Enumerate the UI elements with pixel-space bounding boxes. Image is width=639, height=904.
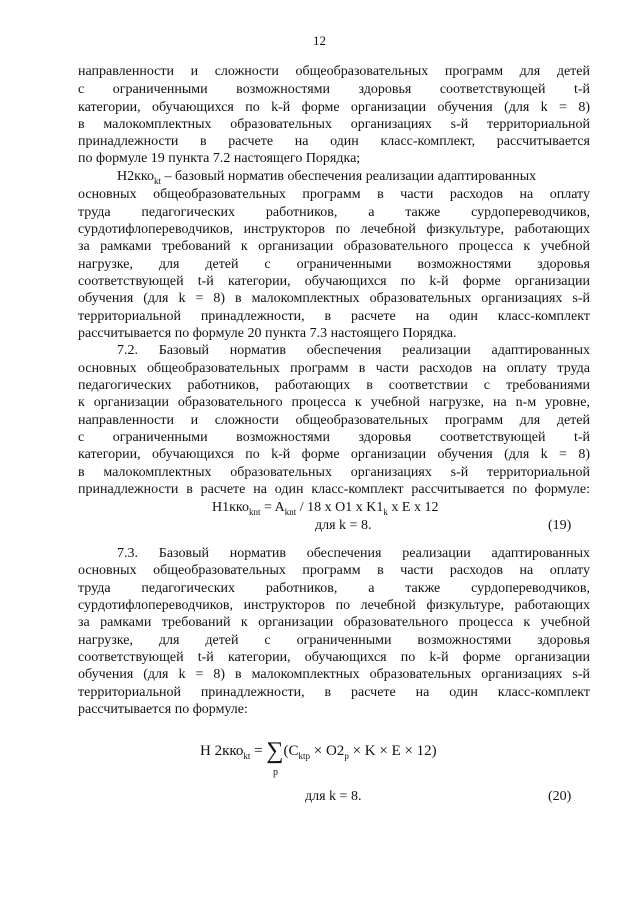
text-line: территориальной принадлежности, в расчете на один класс-комплект xyxy=(78,685,590,700)
text-line: к организации образовательного процесса к учебной нагрузке, на n-м уровне, xyxy=(78,395,590,410)
text-line: соответствующей t-й категории, обучающихся по k-й форме организации xyxy=(78,274,590,289)
h2-subscript: kt xyxy=(154,175,162,186)
text-line: в малокомплектных образовательных организациях s-й территориальной xyxy=(78,465,590,480)
text-line: категории, обучающихся по k-й форме организации обучения (для k = 8) xyxy=(78,447,590,462)
text-line: направленности и сложности общеобразовательных программ для детей xyxy=(78,413,590,428)
h2-symbol: H2кко xyxy=(117,169,155,184)
text-line: 7.2. Базовый норматив обеспечения реализации адаптированных xyxy=(117,343,590,358)
text-line: нагрузке, для детей с ограниченными возможностями здоровья xyxy=(78,257,590,272)
text-line: соответствующей t-й категории, обучающихся по k-й форме организации xyxy=(78,650,590,665)
text-line: нагрузке, для детей с ограниченными возможностями здоровья xyxy=(78,633,590,648)
formula-19-number: (19) xyxy=(548,518,572,533)
text-line: за рамками требований к организации образовательного процесса к учебной xyxy=(78,239,590,254)
h2-definition-text: – базовый норматив обеспечения реализации адаптированных xyxy=(161,169,537,184)
formula-20: H $2кко_{kt} = \sum(C_{ktp} \times O2_p \times K \times E \times 12)$ p xyxy=(200,738,437,778)
text-line: принадлежности в расчете на один класс-комплект рассчитывается по формуле: xyxy=(78,482,590,497)
text-line: основных общеобразовательных программ в части расходов на оплату xyxy=(78,563,590,578)
text-line: с ограниченными возможностями здоровья соответствующей t-й xyxy=(78,82,590,97)
text-line: обучения (для k = 8) в малокомплектных образовательных организациях s-й xyxy=(78,667,590,682)
text-line: принадлежности в расчете на один класс-комплект, рассчитывается xyxy=(78,134,590,149)
sum-index: p xyxy=(273,767,278,778)
sum-symbol: ∑ xyxy=(266,738,284,764)
text-line: с ограниченными возможностями здоровья соответствующей t-й xyxy=(78,430,590,445)
text-line: педагогических работников, работающих в соответствии с требованиями xyxy=(78,378,590,393)
text-line: труда педагогических работников, а также сурдопереводчиков, xyxy=(78,581,590,596)
text-line: рассчитывается по формуле: xyxy=(78,702,248,717)
text-line: в малокомплектных образовательных организациях s-й территориальной xyxy=(78,117,590,132)
formula-20-number: (20) xyxy=(548,789,572,804)
text-line: основных общеобразовательных программ в части расходов на оплату xyxy=(78,187,590,202)
text-line: сурдотифлопереводчиков, инструкторов по лечебной физкультуре, работающих xyxy=(78,598,590,613)
formula-19-condition: для k = 8. xyxy=(315,518,372,533)
text-line: направленности и сложности общеобразовательных программ для детей xyxy=(78,64,590,79)
formula-19: $H1кко_{knt} = A_{knt} / 18$ x O1 x $K1_k$ x E x 12 xyxy=(212,500,439,517)
text-line: по формуле 19 пункта 7.2 настоящего Порядка; xyxy=(78,151,361,166)
text-line: рассчитывается по формуле 20 пункта 7.3 настоящего Порядка. xyxy=(78,326,457,341)
h2-definition-line xyxy=(117,169,590,189)
text-line: обучения (для k = 8) в малокомплектных образовательных организациях s-й xyxy=(78,291,590,306)
formula-20-condition: для k = 8. xyxy=(305,789,362,804)
text-line: категории, обучающихся по k-й форме организации обучения (для k = 8) xyxy=(78,100,590,115)
text-line: 7.3. Базовый норматив обеспечения реализации адаптированных xyxy=(117,546,590,561)
page-number: 12 xyxy=(313,33,326,48)
text-line: сурдотифлопереводчиков, инструкторов по лечебной физкультуре, работающих xyxy=(78,222,590,237)
text-line: за рамками требований к организации образовательного процесса к учебной xyxy=(78,615,590,630)
text-line: труда педагогических работников, а также сурдопереводчиков, xyxy=(78,205,590,220)
text-line: территориальной принадлежности, в расчете на один класс-комплект xyxy=(78,309,590,324)
text-line: основных общеобразовательных программ в части расходов на оплату труда xyxy=(78,361,590,376)
